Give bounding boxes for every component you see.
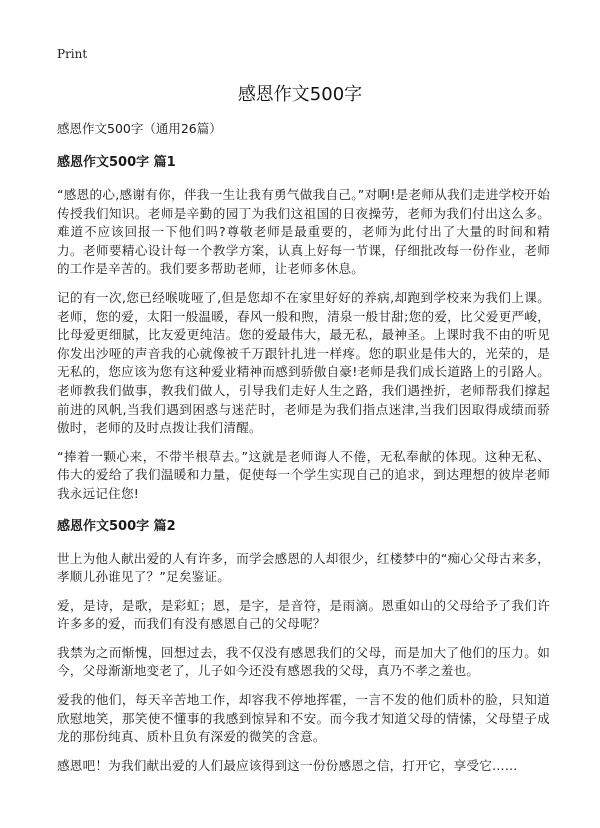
essay-section-1: [57, 154, 550, 504]
paragraph: 爱我的他们，每天辛苦地工作，却容我不停地挥霍，一言不发的他们质朴的脸，只知道欣慰地笑，那笑使不懂事的我感到惊异和不安。而今我才知道父母的情愫，父母望子成龙的那份纯真、质朴且负有深爱的微笑的含意。: [57, 692, 550, 745]
essay-section-2: [57, 518, 550, 776]
section-heading: 感恩作文500字 篇1: [57, 155, 176, 170]
paragraph: 世上为他人献出爱的人有许多，而学会感恩的人却很少，红楼梦中的“痴心父母古来多，孝顺儿孙谁见了？”足矣鉴证。: [57, 550, 550, 585]
print-link[interactable]: Print: [57, 47, 88, 61]
paragraph: “捧着一颗心来，不带半根草去。”这就是老师诲人不倦，无私奉献的体现。这种无私、伟大的爱给了我们温暖和力量，促使每一个学生实现自己的追求，到达理想的彼岸老师我永远记住您!: [57, 448, 550, 501]
document-subtitle: 感恩作文500字（通用26篇）: [57, 121, 222, 136]
paragraph: 记的有一次,您已经喉咙哑了,但是您却不在家里好好的养病,却跑到学校来为我们上课。老师，您的爱，太阳一般温暖，春风一般和煦，清泉一般甘甜;您的爱，比父爱更严峻，比母爱更细腻，比友爱更纯洁。您的爱最伟大，最无私，最神圣。上课时我不由的听见你发出沙哑的声音我的心就像被千万跟针扎进一样疼。您的职业是伟大的，光荣的，是无私的，您应该为您有这种爱业精神而感到骄傲自豪!老师是我们成长道路上的引路人。老师教我们做事，教我们做人，引导我们走好人生之路，我们遇挫折，老师帮我们撑起前进的风帆,当我们遇到困惑与迷茫时，老师是为我们指点迷津,当我们因取得成绩而骄傲时，老师的及时点拨让我们清醒。: [57, 289, 550, 436]
document-body: [57, 120, 550, 785]
paragraph: 爱，是诗，是歌，是彩虹；恩，是字，是音符，是雨滴。恩重如山的父母给予了我们许许多多的爱，而我们有没有感恩自己的父母呢？: [57, 597, 550, 632]
paragraph: “感恩的心,感谢有你，伴我一生让我有勇气做我自己。”对啊!是老师从我们走进学校开始传授我们知识。老师是辛勤的园丁为我们这祖国的日夜操劳，老师为我们付出这么多。难道不应该回报一下他们吗?尊敬老师是最重要的，老师为此付出了大量的时间和精力。老师要精心设计每一个教学方案，认真上好每一节课，仔细批改每一份作业，老师的工作是辛苦的。我们要多帮助老师，让老师多休息。: [57, 187, 550, 277]
paragraph: 感恩吧！为我们献出爱的人们最应该得到这一份份感恩之信，打开它，享受它……: [57, 757, 518, 773]
paragraph: 我禁为之而惭愧，回想过去，我不仅没有感恩我们的父母，而是加大了他们的压力。如今，父母渐渐地变老了，儿子如今还没有感恩我的父母，真乃不孝之羞也。: [57, 644, 550, 679]
page-title: 感恩作文500字: [237, 84, 363, 105]
section-heading: 感恩作文500字 篇2: [57, 518, 176, 534]
